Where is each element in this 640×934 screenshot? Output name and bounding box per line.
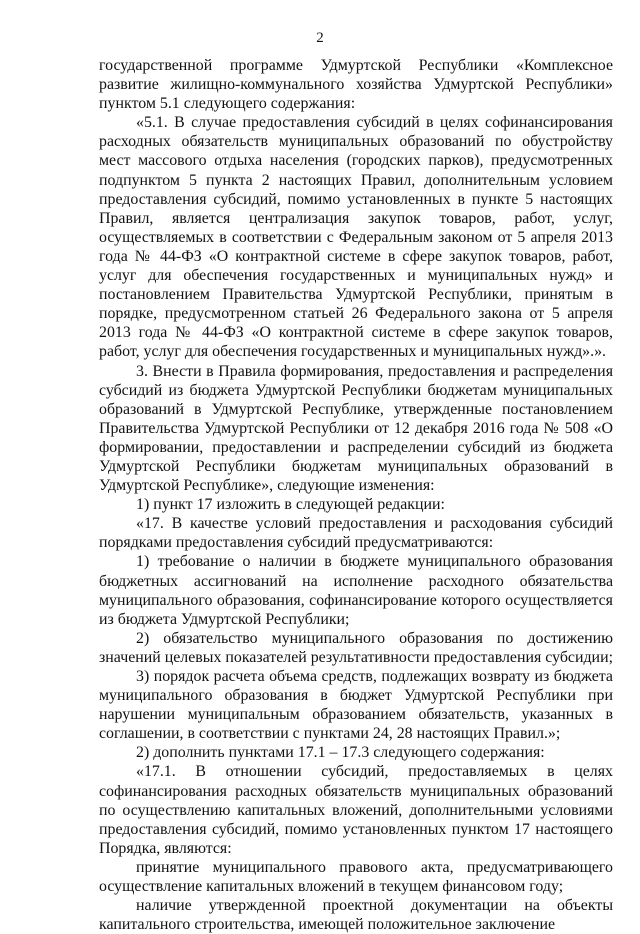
paragraph: 2) обязательство муниципального образования по достижению значений целевых показателей результативности предоставления субсидии; [99,629,613,666]
paragraph: 3. Внести в Правила формирования, предоставления и распределения субсидий из бюджета Удмуртской Республики бюджетам муниципальных образований в Удмуртской Республике, утвержденные постановлением Правительства Удмуртской Республики от 12 декабря 2016 года № 508 «О формировании, предоставлении и распределении субсидий из бюджета Удмуртской Республики бюджетам муниципальных образований в Удмуртской Республике», следующие изменения: [99,362,613,495]
paragraph: государственной программе Удмуртской Республики «Комплексное развитие жилищно-коммунального хозяйства Удмуртской Республики» пунктом 5.1 следующего содержания: [99,57,613,113]
paragraph: 3) порядок расчета объема средств, подлежащих возврату из бюджета муниципального образования в бюджет Удмуртской Республики при нарушении муниципальным образованием обязательств, указанных в соглашении, в соответствии с пунктами 24, 28 настоящих Правил.»; [99,668,613,743]
paragraph: 2) дополнить пунктами 17.1 – 17.3 следующего содержания: [136,744,545,762]
document-body [99,56,613,934]
paragraph: 1) требование о наличии в бюджете муниципального образования бюджетных ассигнований на исполнение расходного обязательства муниципального образования, софинансирование которого осуществляется из бюджета Удмуртской Республики; [99,553,613,628]
paragraph: принятие муниципального правового акта, предусматривающего осуществление капитальных вложений в текущем финансовом году; [99,858,613,896]
paragraph: «17.1. В отношении субсидий, предоставляемых в целях софинансирования расходных обязательств муниципальных образований по осуществлению капитальных вложений, дополнительными условиями предоставления субсидий, помимо установленных пунктом 17 настоящего Порядка, являются: [99,763,613,857]
paragraph: 1) пункт 17 изложить в следующей редакции: [136,496,445,514]
page-number: 2 [316,30,324,46]
paragraph: «17. В качестве условий предоставления и расходования субсидий порядками предоставления субсидий предусматриваются: [99,515,613,552]
paragraph: «5.1. В случае предоставления субсидий в целях софинансирования расходных обязательств муниципальных образований по обустройству мест массового отдыха населения (городских парков), предусмотренных подпунктом 5 пункта 2 настоящих Правил, дополнительным условием предоставления субсидий, помимо установленных в пункте 5 настоящих Правил, является централизация закупок товаров, работ, услуг, осуществляемых в соответствии с Федеральным законом от 5 апреля 2013 года № 44-ФЗ «О контрактной системе в сфере закупок товаров, работ, услуг для обеспечения государственных и муниципальных нужд» и постановлением Правительства Удмуртской Республики, принятым в порядке, предусмотренном статьей 26 Федерального закона от 5 апреля 2013 года № 44-ФЗ «О контрактной системе в сфере закупок товаров, работ, услуг для обеспечения государственных и муниципальных нужд».». [99,114,613,361]
paragraph: наличие утвержденной проектной документации на объекты капитального строительства, имеющей положительное заключение [99,897,613,934]
